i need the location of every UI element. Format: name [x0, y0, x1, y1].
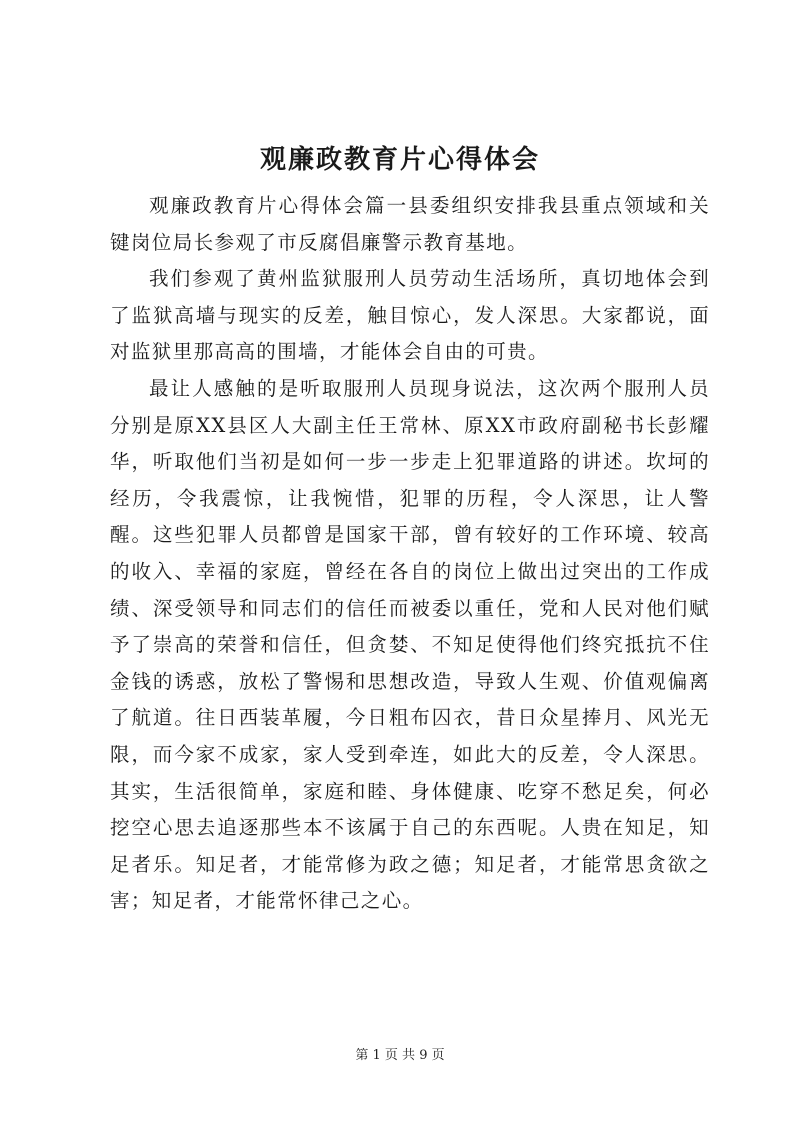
document-body — [110, 188, 710, 920]
paragraph-1: 观廉政教育片心得体会篇一县委组织安排我县重点领域和关键岗位局长参观了市反腐倡廉警示教育基地。 — [110, 194, 710, 254]
paragraph-2: 我们参观了黄州监狱服刑人员劳动生活场所，真切地体会到了监狱高墙与现实的反差，触目惊心，发人深思。大家都说，面对监狱里那高高的围墙，才能体会自由的可贵。 — [110, 267, 710, 364]
page-footer — [0, 1046, 800, 1066]
page-number-label: 第 1 页 共 9 页 — [355, 1048, 445, 1063]
page-title: 观廉政教育片心得体会 — [259, 145, 540, 175]
paragraph-3: 最让人感触的是听取服刑人员现身说法，这次两个服刑人员分别是原XX县区人大副主任王常林、原XX市政府副秘书长彭耀华，听取他们当初是如何一步一步走上犯罪道路的讲述。坎坷的经历，令我震惊，让我惋惜，犯罪的历程，令人深思，让人警醒。这些犯罪人员都曾是国家干部，曾有较好的工作环境、较高的收入、幸福的家庭，曾经在各自的岗位上做出过突出的工作成绩、深受领导和同志们的信任而被委以重任，党和人民对他们赋予了崇高的荣誉和信任，但贪婪、不知足使得他们终究抵抗不住金钱的诱惑，放松了警惕和思想改造，导致人生观、价值观偏离了航道。往日西装革履，今日粗布囚衣，昔日众星捧月、风光无限，而今家不成家，家人受到牵连，如此大的反差，令人深思。其实，生活很简单，家庭和睦、身体健康、吃穿不愁足矣，何必挖空心思去追逐那些本不该属于自己的东西呢。人贵在知足，知足者乐。知足者，才能常修为政之德；知足者，才能常思贪欲之害；知足者，才能常怀律己之心。 — [110, 376, 710, 913]
